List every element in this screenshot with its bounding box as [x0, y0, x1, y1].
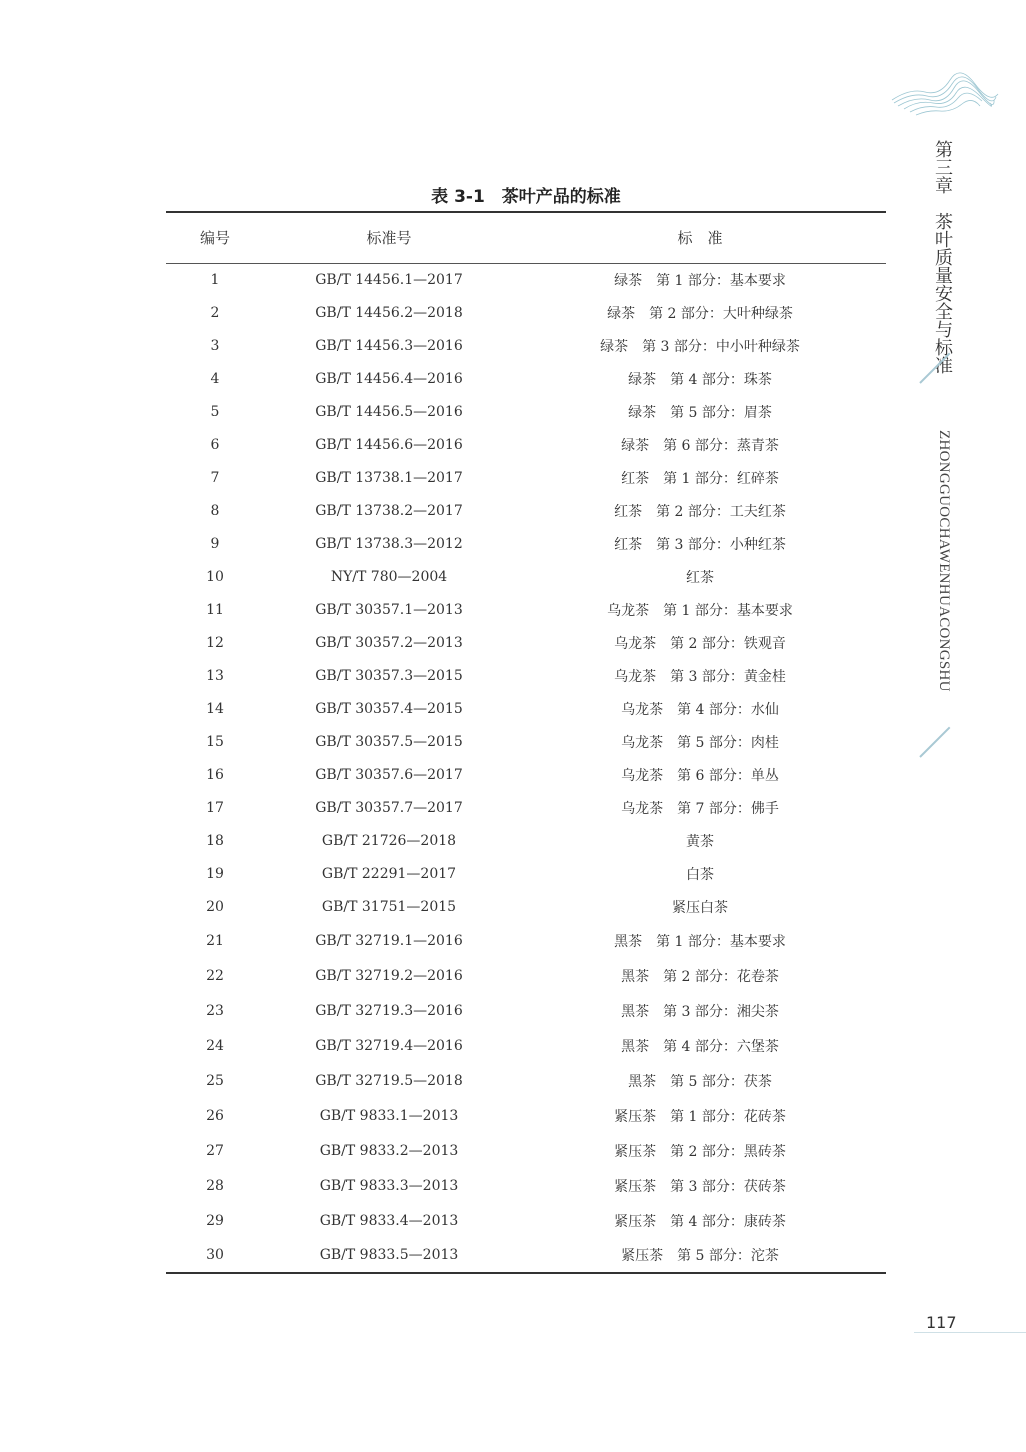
- table-row: [166, 1028, 886, 1063]
- cell-standard-name: 乌龙茶 第 3 部分：黄金桂: [614, 668, 786, 685]
- cell-standard-code: GB/T 9833.5—2013: [264, 1238, 514, 1273]
- page-number: 117: [926, 1313, 957, 1332]
- table-row: [166, 958, 886, 993]
- table-row: [166, 890, 886, 923]
- cell-standard-name: 乌龙茶 第 1 部分：基本要求: [607, 602, 793, 619]
- cell-standard-name: 黄茶: [686, 833, 714, 850]
- cell-standard-name: 绿茶 第 2 部分：大叶种绿茶: [607, 305, 793, 322]
- table-row: [166, 1098, 886, 1133]
- cell-standard-name: 绿茶 第 5 部分：眉茶: [628, 404, 772, 421]
- cell-standard-code: GB/T 14456.6—2016: [315, 436, 463, 453]
- table-row: [166, 428, 886, 461]
- cell-standard-code: GB/T 30357.7—2017: [315, 799, 463, 816]
- cell-number: 25: [206, 1072, 224, 1089]
- cell-standard-name: 紧压茶 第 1 部分：花砖茶: [614, 1108, 786, 1125]
- table-row: [166, 626, 886, 659]
- table-row: [166, 993, 886, 1028]
- cell-number: 8: [210, 502, 220, 519]
- cell-number: 15: [206, 733, 224, 750]
- table-header-row: [166, 212, 886, 263]
- table-row: [166, 560, 886, 593]
- cell-standard-code: GB/T 14456.4—2016: [315, 370, 463, 387]
- table-row: [166, 296, 886, 329]
- header-standard-code: 标准号: [264, 212, 514, 263]
- table-row: [166, 329, 886, 362]
- header-number: 编号: [166, 212, 264, 263]
- cell-number: 1: [210, 271, 220, 288]
- header-standard-name: 标 准: [514, 212, 886, 263]
- cell-number: 6: [210, 436, 220, 453]
- cell-standard-code: GB/T 30357.2—2013: [315, 634, 463, 651]
- cell-standard-name: 黑茶 第 3 部分：湘尖茶: [621, 1003, 779, 1020]
- cell-standard-code: GB/T 30357.5—2015: [315, 733, 463, 750]
- table-row: [166, 494, 886, 527]
- table-row: [166, 791, 886, 824]
- table-row: [166, 1238, 886, 1273]
- cell-standard-name: 乌龙茶 第 4 部分：水仙: [621, 701, 779, 718]
- cell-standard-name: 乌龙茶 第 7 部分：佛手: [621, 800, 779, 817]
- standards-table: [166, 211, 886, 1274]
- mountain-decoration: [890, 70, 1000, 120]
- table-row: [166, 395, 886, 428]
- cell-standard-name: 黑茶 第 5 部分：茯茶: [628, 1073, 772, 1090]
- cell-number: 21: [206, 932, 224, 949]
- cell-standard-code: GB/T 30357.3—2015: [315, 667, 463, 684]
- table-row: [166, 362, 886, 395]
- cell-standard-name: 黑茶 第 2 部分：花卷茶: [621, 968, 779, 985]
- table-row: [166, 527, 886, 560]
- side-topic-label: 茶叶质量安全与标准: [932, 212, 953, 374]
- cell-number: 2: [210, 304, 220, 321]
- table-title: 表 3-1 茶叶产品的标准: [431, 187, 621, 207]
- side-chapter-label: 第三章: [932, 140, 953, 194]
- cell-number: 28: [206, 1177, 224, 1194]
- cell-number: 10: [206, 568, 224, 585]
- cell-number: 7: [210, 469, 220, 486]
- cell-standard-code: GB/T 30357.6—2017: [315, 766, 463, 783]
- cell-number: 3: [210, 337, 220, 354]
- cell-standard-code: GB/T 21726—2018: [321, 832, 457, 849]
- cell-number: 23: [206, 1002, 224, 1019]
- cell-standard-name: 绿茶 第 4 部分：珠茶: [628, 371, 772, 388]
- table-row: [166, 824, 886, 857]
- cell-number: 5: [210, 403, 220, 420]
- cell-standard-code: GB/T 30357.1—2013: [315, 601, 463, 618]
- cell-standard-name: 红茶 第 2 部分：工夫红茶: [614, 503, 786, 520]
- cell-standard-code: GB/T 32719.3—2016: [315, 1002, 463, 1019]
- cell-standard-name: 绿茶 第 3 部分：中小叶种绿茶: [600, 338, 800, 355]
- cell-standard-code: GB/T 31751—2015: [321, 898, 457, 915]
- cell-standard-name: 紧压茶 第 3 部分：茯砖茶: [614, 1178, 786, 1195]
- cell-standard-name: 红茶 第 1 部分：红碎茶: [621, 470, 779, 487]
- cell-number: 11: [206, 601, 224, 618]
- cell-number: 18: [206, 832, 224, 849]
- cell-number: 24: [206, 1037, 224, 1054]
- cell-standard-code: GB/T 32719.1—2016: [315, 932, 463, 949]
- cell-standard-code: GB/T 14456.3—2016: [315, 337, 463, 354]
- cell-standard-code: GB/T 32719.2—2016: [315, 967, 463, 984]
- cell-standard-code: GB/T 30357.4—2015: [315, 700, 463, 717]
- table-row: [166, 923, 886, 958]
- page-number-rule: [914, 1332, 1026, 1333]
- cell-standard-name: 紧压茶 第 5 部分：沱茶: [514, 1238, 886, 1273]
- table-body: [166, 263, 886, 1273]
- cell-number: 17: [206, 799, 224, 816]
- cell-standard-name: 绿茶 第 1 部分：基本要求: [614, 272, 786, 289]
- cell-standard-code: GB/T 14456.2—2018: [315, 304, 463, 321]
- side-series-pinyin: ZHONGGUOCHAWENHUACONGSHU: [936, 430, 952, 692]
- cell-standard-name: 乌龙茶 第 2 部分：铁观音: [614, 635, 786, 652]
- table-row: [166, 692, 886, 725]
- cell-standard-name: 红茶: [686, 569, 714, 586]
- cell-number: 4: [210, 370, 220, 387]
- cell-standard-code: GB/T 13738.2—2017: [315, 502, 463, 519]
- table-row: [166, 857, 886, 890]
- cell-number: 20: [206, 898, 224, 915]
- cell-standard-code: GB/T 32719.4—2016: [315, 1037, 463, 1054]
- cell-number: 9: [210, 535, 220, 552]
- cell-standard-code: GB/T 22291—2017: [321, 865, 457, 882]
- cell-standard-name: 乌龙茶 第 6 部分：单丛: [621, 767, 779, 784]
- table-row: [166, 1168, 886, 1203]
- cell-number: 27: [206, 1142, 224, 1159]
- cell-standard-name: 乌龙茶 第 5 部分：肉桂: [621, 734, 779, 751]
- table-row: [166, 1133, 886, 1168]
- cell-standard-code: GB/T 14456.1—2017: [315, 271, 463, 288]
- cell-standard-name: 黑茶 第 1 部分：基本要求: [614, 933, 786, 950]
- cell-standard-name: 白茶: [686, 866, 714, 883]
- cell-number: 22: [206, 967, 224, 984]
- table-row: [166, 1203, 886, 1238]
- cell-number: 29: [206, 1212, 224, 1229]
- table-row: [166, 593, 886, 626]
- table-row: [166, 263, 886, 296]
- table-row: [166, 659, 886, 692]
- cell-standard-name: 紧压茶 第 4 部分：康砖茶: [614, 1213, 786, 1230]
- cell-standard-code: GB/T 14456.5—2016: [315, 403, 463, 420]
- cell-number: 16: [206, 766, 224, 783]
- cell-number: 30: [166, 1238, 264, 1273]
- cell-number: 26: [206, 1107, 224, 1124]
- table-row: [166, 1063, 886, 1098]
- cell-standard-code: GB/T 13738.1—2017: [315, 469, 463, 486]
- cell-standard-code: NY/T 780—2004: [330, 568, 448, 585]
- cell-standard-code: GB/T 9833.2—2013: [319, 1142, 459, 1159]
- cell-standard-name: 红茶 第 3 部分：小种红茶: [614, 536, 786, 553]
- cell-number: 13: [206, 667, 224, 684]
- cell-standard-name: 紧压茶 第 2 部分：黑砖茶: [614, 1143, 786, 1160]
- table-row: [166, 461, 886, 494]
- cell-number: 14: [206, 700, 224, 717]
- cell-standard-code: GB/T 13738.3—2012: [315, 535, 463, 552]
- table-row: [166, 758, 886, 791]
- cell-standard-code: GB/T 9833.4—2013: [319, 1212, 459, 1229]
- table-row: [166, 725, 886, 758]
- cell-standard-name: 紧压白茶: [672, 899, 728, 916]
- cell-standard-code: GB/T 9833.3—2013: [319, 1177, 459, 1194]
- cell-standard-name: 黑茶 第 4 部分：六堡茶: [621, 1038, 779, 1055]
- cell-standard-code: GB/T 32719.5—2018: [315, 1072, 463, 1089]
- cell-standard-code: GB/T 9833.1—2013: [319, 1107, 459, 1124]
- cell-number: 12: [206, 634, 224, 651]
- cell-standard-name: 绿茶 第 6 部分：蒸青茶: [621, 437, 779, 454]
- side-divider-lower: [919, 727, 950, 758]
- cell-number: 19: [206, 865, 224, 882]
